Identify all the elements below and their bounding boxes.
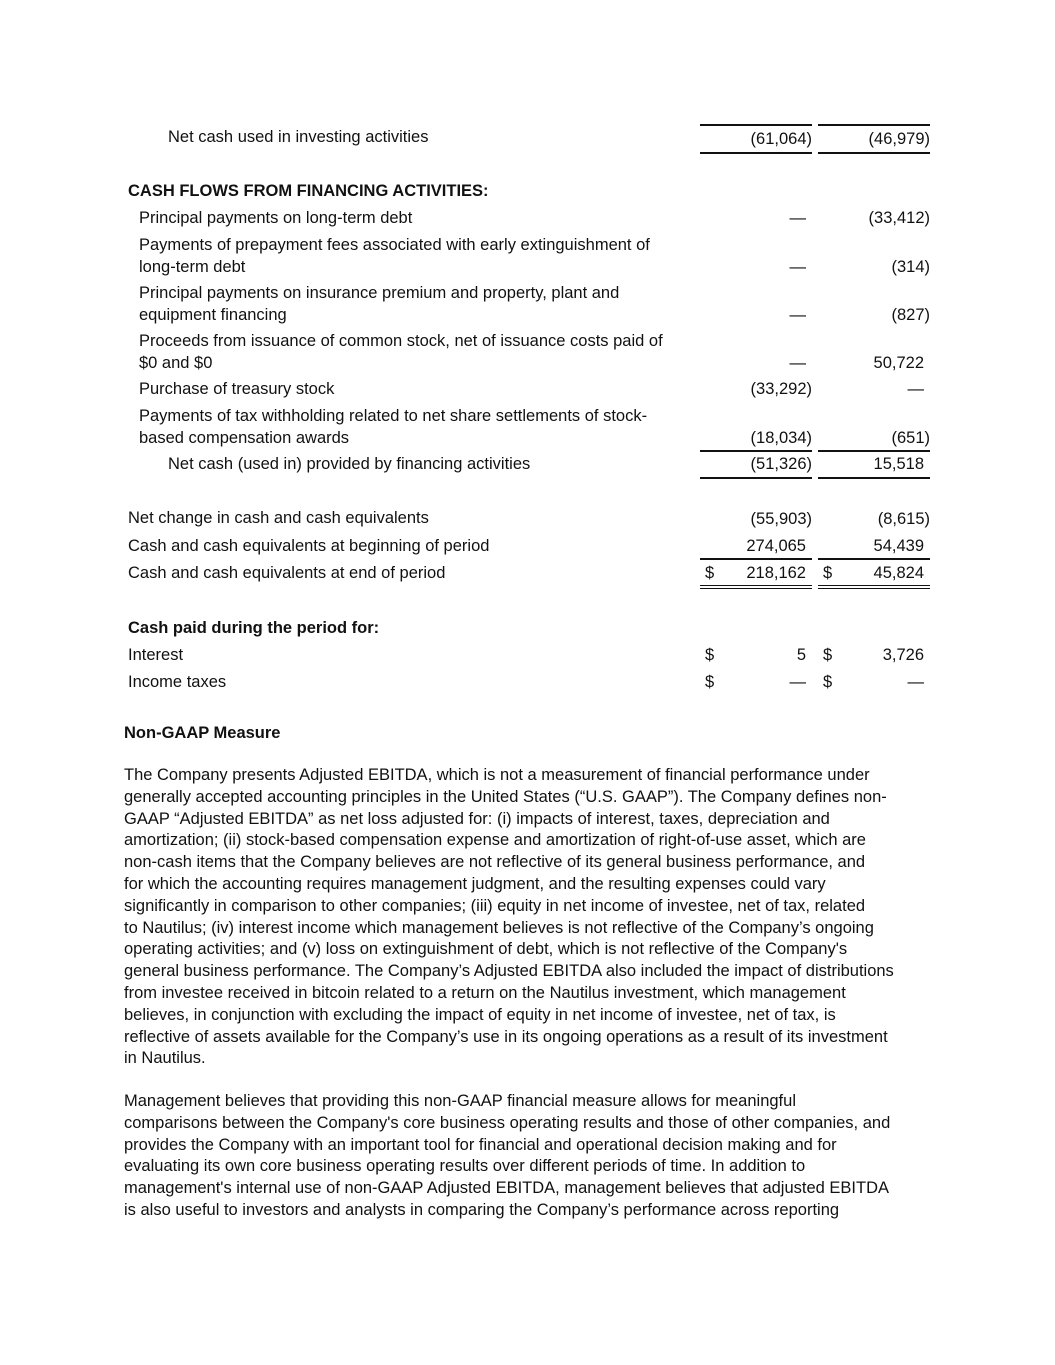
non-gaap-heading: Non-GAAP Measure bbox=[124, 724, 281, 742]
financing-item-col1: — bbox=[789, 258, 806, 276]
financing-item-col1: — bbox=[789, 306, 806, 324]
paragraph-line: GAAP “Adjusted EBITDA” as net loss adjusted for: (i) impacts of interest, taxes, depreciation and bbox=[124, 809, 830, 828]
financing-item-label-cont: long-term debt bbox=[139, 258, 246, 276]
paragraph-line: from investee received in bitcoin related to a return on the Nautilus investment, which management bbox=[124, 983, 846, 1002]
interest-col2: $ 3,726 bbox=[823, 646, 924, 664]
financing-item-col2: 50,722 bbox=[873, 354, 924, 372]
financing-item-col1: — bbox=[789, 209, 806, 227]
non-gaap-paragraph-1 bbox=[124, 765, 936, 1070]
ending-cash-col1: $ 218,162 bbox=[700, 562, 812, 589]
cash-paid-heading: Cash paid during the period for: bbox=[128, 619, 380, 637]
financing-item-col1: (33,292) bbox=[750, 380, 812, 398]
financing-item-col1: — bbox=[789, 354, 806, 372]
paragraph-line: is also useful to investors and analysts in comparing the Company’s performance across reporting bbox=[124, 1200, 840, 1219]
paragraph-line: comparisons between the Company's core business operating results and those of other companies, and bbox=[124, 1113, 891, 1132]
financing-total-col1: (51,326) bbox=[700, 453, 812, 479]
paragraph-line: provides the Company with an important tool for financial and operational decision making and for bbox=[124, 1135, 837, 1154]
paragraph-line: evaluating its own core business operating results over different periods of time. In addition to bbox=[124, 1157, 806, 1176]
paragraph-line: significantly in comparison to other companies; (iii) equity in net income of investee, net of tax, related bbox=[124, 896, 866, 915]
paragraph-line: amortization; (ii) stock-based compensation expense and amortization of right-of-use asset, which are bbox=[124, 831, 866, 850]
financing-item-label-cont: $0 and $0 bbox=[139, 354, 213, 372]
paragraph-line: reflective of assets available for the Company’s use in its ongoing operations as a result of its investment bbox=[124, 1027, 888, 1046]
paragraph-line: general business performance. The Company’s Adjusted EBITDA also included the impact of distributions bbox=[124, 962, 894, 981]
paragraph-line: believes, in conjunction with excluding the impact of equity in net income of investee, net of tax, is bbox=[124, 1005, 836, 1024]
investing-total-col2: (46,979) bbox=[818, 124, 930, 154]
financing-item-label-cont: equipment financing bbox=[139, 306, 287, 324]
financing-item-label: Purchase of treasury stock bbox=[139, 380, 335, 398]
net-change-col1: (55,903) bbox=[750, 510, 812, 528]
financing-item-label: Payments of tax withholding related to net share settlements of stock- bbox=[139, 407, 648, 425]
investing-total-col1: (61,064) bbox=[700, 124, 812, 154]
paragraph-line: non-cash items that the Company believes are not reflective of its general business performance, and bbox=[124, 853, 866, 872]
financing-item-col2: (827) bbox=[891, 306, 930, 324]
net-change-label: Net change in cash and cash equivalents bbox=[128, 509, 429, 527]
interest-label: Interest bbox=[128, 646, 184, 664]
financing-item-col2: (314) bbox=[891, 258, 930, 276]
financing-item-col1: (18,034) bbox=[700, 427, 812, 452]
financing-item-label: Principal payments on insurance premium and property, plant and bbox=[139, 284, 620, 302]
paragraph-line: in Nautilus. bbox=[124, 1049, 206, 1068]
financing-item-col2: — bbox=[907, 380, 924, 398]
interest-col1: $ 5 bbox=[705, 646, 806, 664]
beginning-cash-col1: 274,065 bbox=[700, 535, 812, 560]
paragraph-line: The Company presents Adjusted EBITDA, which is not a measurement of financial performance under bbox=[124, 766, 870, 784]
ending-cash-label: Cash and cash equivalents at end of period bbox=[128, 564, 446, 582]
income-taxes-label: Income taxes bbox=[128, 673, 227, 691]
ending-cash-col2: $ 45,824 bbox=[818, 562, 930, 589]
financing-item-col2: (33,412) bbox=[868, 209, 930, 227]
beginning-cash-label: Cash and cash equivalents at beginning of period bbox=[128, 537, 490, 555]
paragraph-line: Management believes that providing this non-GAAP financial measure allows for meaningful bbox=[124, 1092, 796, 1110]
paragraph-line: to Nautilus; (iv) interest income which management believes is not reflective of the Company’s ongoing bbox=[124, 918, 874, 937]
financing-total-col2: 15,518 bbox=[818, 453, 930, 479]
non-gaap-paragraph-2 bbox=[124, 1091, 936, 1222]
financing-section-heading: CASH FLOWS FROM FINANCING ACTIVITIES: bbox=[128, 182, 489, 200]
net-change-col2: (8,615) bbox=[877, 510, 930, 528]
financing-total-label: Net cash (used in) provided by financing activities bbox=[168, 455, 531, 473]
financing-item-label-cont: based compensation awards bbox=[139, 429, 350, 447]
income-taxes-col2: $ — bbox=[823, 673, 924, 691]
paragraph-line: operating activities; and (v) loss on extinguishment of debt, which is not reflective of the Company's bbox=[124, 940, 848, 959]
beginning-cash-col2: 54,439 bbox=[818, 535, 930, 560]
investing-total-label: Net cash used in investing activities bbox=[168, 128, 429, 146]
financing-item-label: Payments of prepayment fees associated with early extinguishment of bbox=[139, 236, 650, 254]
paragraph-line: for which the accounting requires management judgment, and the resulting expenses could vary bbox=[124, 874, 826, 893]
paragraph-line: management's internal use of non-GAAP Adjusted EBITDA, management believes that adjusted EBITDA bbox=[124, 1179, 890, 1198]
financing-item-col2: (651) bbox=[818, 427, 930, 452]
financing-item-label: Principal payments on long-term debt bbox=[139, 209, 413, 227]
paragraph-line: generally accepted accounting principles in the United States (“U.S. GAAP”). The Company defines non- bbox=[124, 787, 887, 806]
income-taxes-col1: $ — bbox=[705, 673, 806, 691]
financing-item-label: Proceeds from issuance of common stock, net of issuance costs paid of bbox=[139, 332, 663, 350]
